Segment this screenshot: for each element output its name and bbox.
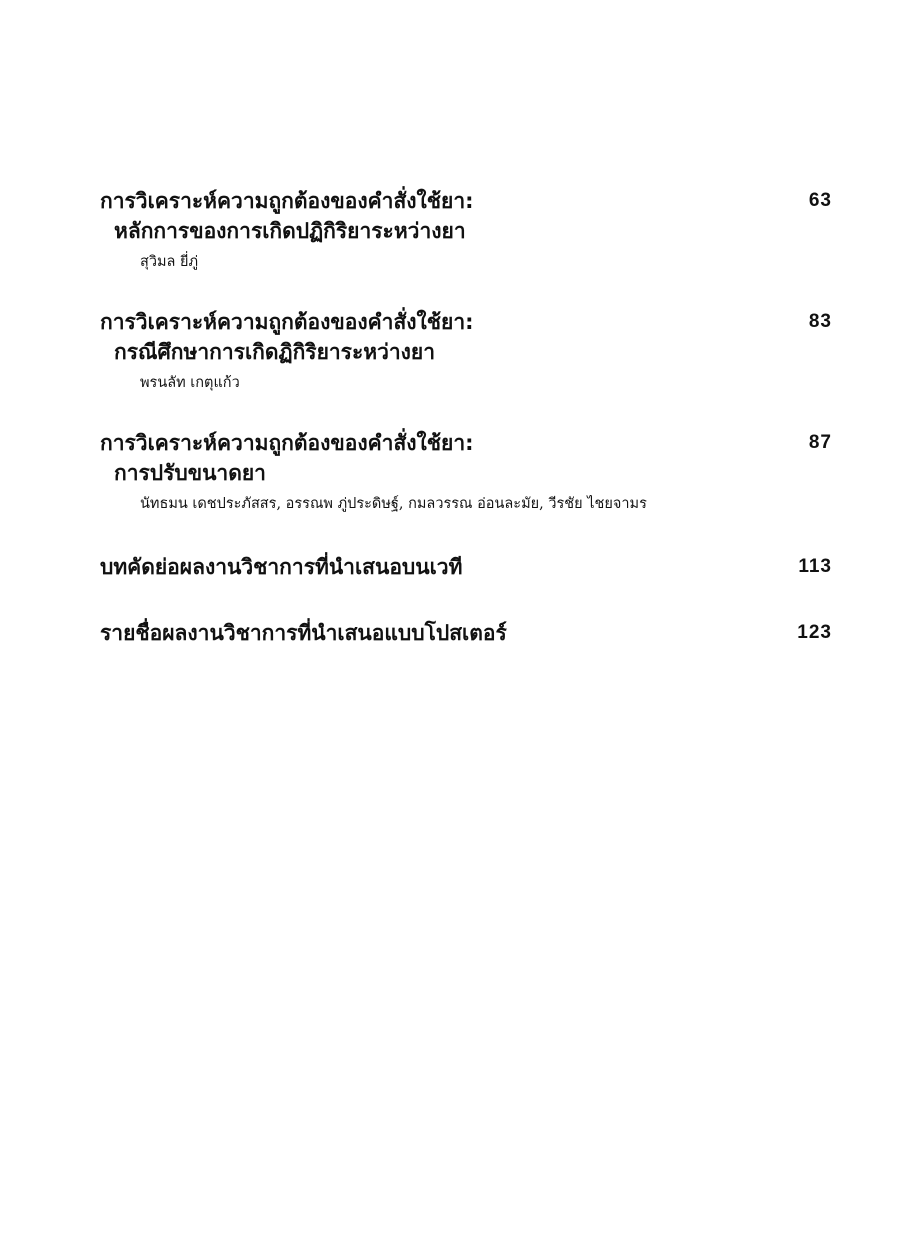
toc-entry-subtitle: กรณีศึกษาการเกิดฏิกิริยาระหว่างยา	[114, 340, 435, 364]
toc-entry-title: การวิเคราะห์ความถูกต้องของคำสั่งใช้ยา:	[100, 189, 474, 213]
toc-entry-page-number: 63	[808, 190, 832, 211]
toc-entry-subtitle: หลักการของการเกิดปฏิกิริยาระหว่างยา	[114, 219, 466, 243]
toc-entry-page-number: 87	[808, 432, 832, 453]
toc-entry-title: บทคัดย่อผลงานวิชาการที่นำเสนอบนเวที	[100, 555, 463, 579]
toc-entry-page-number: 113	[798, 556, 832, 577]
toc-entry-title: รายชื่อผลงานวิชาการที่นำเสนอแบบโปสเตอร์	[100, 621, 507, 645]
toc-entry-authors: สุวิมล ยี่ภู่	[140, 254, 199, 270]
toc-entry-1[interactable]	[100, 186, 832, 274]
toc-entry-page-number: 83	[808, 311, 832, 332]
toc-entry-authors: นัทธมน เดชประภัสสร, อรรณพ ภู่ประดิษฐ์, กมลวรรณ อ่อนละมัย, วีรชัย ไชยจามร	[140, 496, 647, 512]
toc-entry-subtitle: การปรับขนาดยา	[114, 461, 266, 485]
toc-entry-3[interactable]	[100, 428, 832, 516]
toc-entry-2[interactable]	[100, 307, 832, 395]
toc-entry-title: การวิเคราะห์ความถูกต้องของคำสั่งใช้ยา:	[100, 310, 474, 334]
toc-entry-authors: พรนลัท เกตุแก้ว	[140, 375, 240, 391]
table-of-contents	[100, 186, 832, 648]
toc-entry-title: การวิเคราะห์ความถูกต้องของคำสั่งใช้ยา:	[100, 431, 474, 455]
toc-entry-page-number: 123	[797, 622, 832, 643]
toc-entry-4[interactable]	[100, 552, 832, 582]
toc-entry-5[interactable]	[100, 618, 832, 648]
